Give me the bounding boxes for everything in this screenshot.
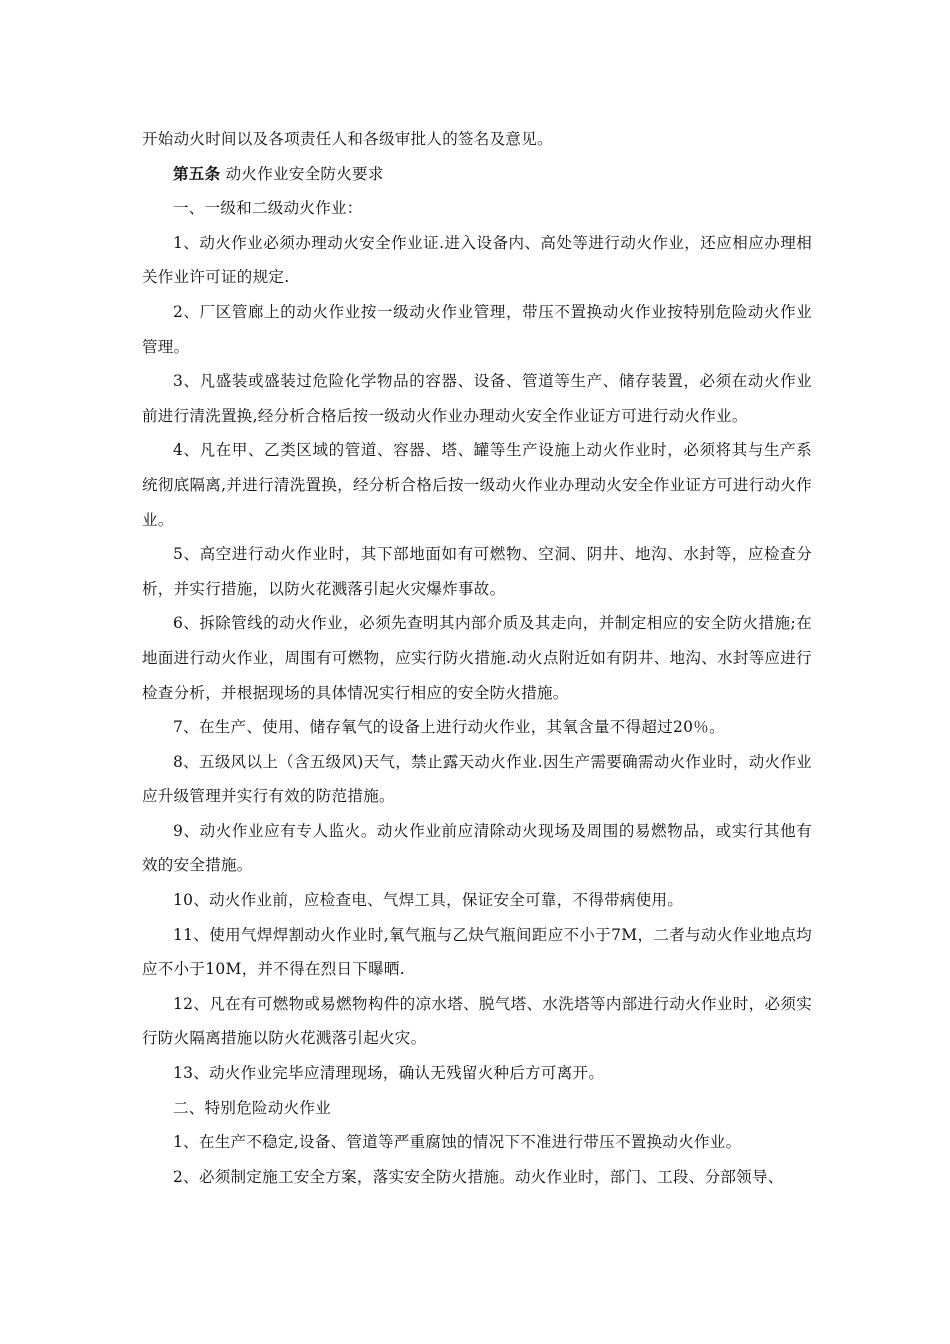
paragraph-continuation: 开始动火时间以及各项责任人和各级审批人的签名及意见。 — [142, 130, 553, 148]
list-item: 9、动火作业应有专人监火。动火作业前应清除动火现场及周围的易燃物品，或实行其他有效的安全措施。 — [142, 821, 812, 875]
list-item: 6、拆除管线的动火作业，必须先查明其内部介质及其走向，并制定相应的安全防火措施;在地面进行动火作业，周围有可燃物，应实行防火措施.动火点附近如有阴井、地沟、水封等应进行检查分析，并根据现场的具体情况实行相应的安全防火措施。 — [142, 614, 812, 702]
list-item: 3、凡盛装或盛装过危险化学物品的容器、设备、管道等生产、储存装置，必须在动火作业前进行清洗置换,经分析合格后按一级动火作业办理动火安全作业证方可进行动火作业。 — [142, 372, 812, 425]
list-item: 5、高空进行动火作业时，其下部地面如有可燃物、空洞、阴井、地沟、水封等，应检查分析，并实行措施，以防火花溅落引起火灾爆炸事故。 — [142, 545, 812, 598]
list-item: 8、五级风以上（含五级风)天气，禁止露天动火作业.因生产需要确需动火作业时，动火作业应升级管理并实行有效的防范措施。 — [142, 752, 812, 806]
list-item: 12、凡在有可燃物或易燃物构件的凉水塔、脱气塔、水洗塔等内部进行动火作业时，必须实行防火隔离措施以防火花溅落引起火灾。 — [142, 994, 812, 1048]
article-heading — [142, 157, 812, 192]
list-item: 4、凡在甲、乙类区域的管道、容器、塔、罐等生产设施上动火作业时，必须将其与生产系统彻底隔离,并进行清洗置换，经分析合格后按一级动火作业办理动火安全作业证方可进行动火作业。 — [142, 441, 812, 529]
list-item: 7、在生产、使用、储存氧气的设备上进行动火作业，其氧含量不得超过20％。 — [173, 718, 725, 737]
article-title: 动火作业安全防火要求 — [220, 164, 384, 183]
list-item: 10、动火作业前，应检查电、气焊工具，保证安全可靠，不得带病使用。 — [173, 891, 684, 910]
section-heading-two: 二、特别危险动火作业 — [173, 1098, 332, 1117]
list-item: 11、使用气焊焊割动火作业时,氧气瓶与乙炔气瓶间距应不小于7M，二者与动火作业地点均应不小于10M，并不得在烈日下曝晒. — [142, 925, 812, 979]
list-item: 1、动火作业必须办理动火安全作业证.进入设备内、高处等进行动火作业，还应相应办理相关作业许可证的规定. — [142, 233, 812, 287]
list-item: 13、动火作业完毕应清理现场，确认无残留火种后方可离开。 — [173, 1064, 605, 1083]
document-body — [142, 122, 812, 1194]
list-item: 2、厂区管廊上的动火作业按一级动火作业管理，带压不置换动火作业按特别危险动火作业管理。 — [142, 302, 812, 356]
section-heading-one: 一、一级和二级动火作业： — [173, 199, 363, 218]
list-item: 2、必须制定施工安全方案，落实安全防火措施。动火作业时，部门、工段、分部领导、 — [173, 1167, 784, 1186]
list-item: 1、在生产不稳定,设备、管道等严重腐蚀的情况下不准进行带压不置换动火作业。 — [173, 1133, 742, 1152]
article-label: 第五条 — [173, 163, 221, 183]
